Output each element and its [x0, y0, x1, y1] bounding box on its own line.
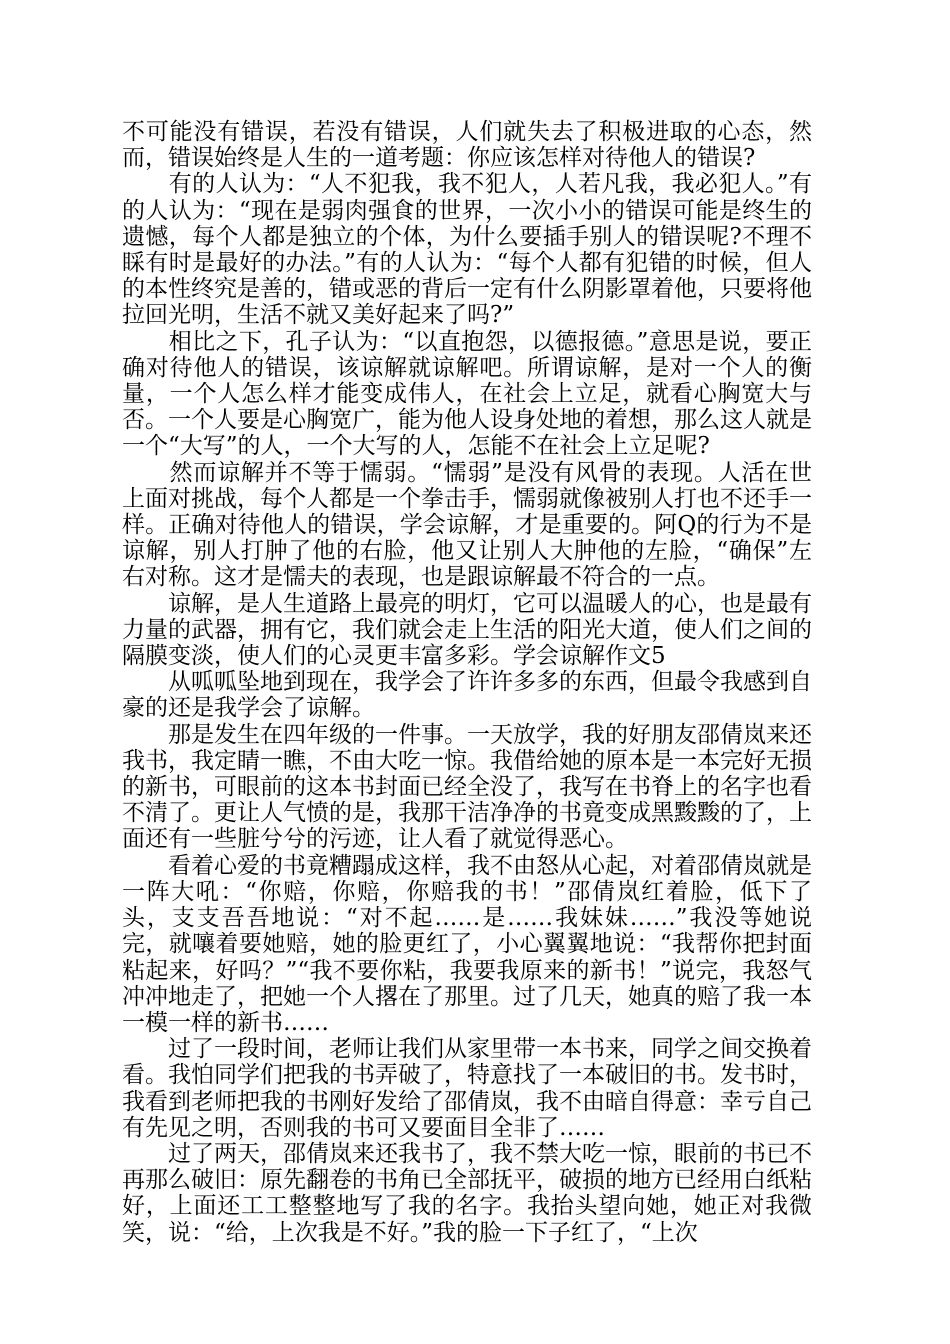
paragraph: 然而谅解并不等于懦弱。“懦弱”是没有风骨的表现。人活在世上面对挑战，每个人都是一个拳击手，懦弱就像被别人打也不还手一样。正确对待他人的错误，学会谅解，才是重要的。阿Q的行为不是谅解，别人打肿了他的右脸，他又让别人大肿他的左脸，“确保”左右对称。这才是懦夫的表现，也是跟谅解最不符合的一点。 [122, 459, 812, 591]
paragraph: 相比之下，孔子认为：“以直抱怨，以德报德。”意思是说，要正确对待他人的错误，该谅解就谅解吧。所谓谅解，是对一个人的衡量，一个人怎么样才能变成伟人，在社会上立足，就看心胸宽大与否。一个人要是心胸宽广，能为他人设身处地的着想，那么这人就是一个“大写”的人，一个大写的人，怎能不在社会上立足呢? [122, 328, 812, 460]
paragraph: 从呱呱坠地到现在，我学会了许许多多的东西，但最令我感到自豪的还是我学会了谅解。 [122, 669, 812, 722]
paragraph: 过了一段时间，老师让我们从家里带一本书来，同学之间交换着看。我怕同学们把我的书弄破了，特意找了一本破旧的书。发书时，我看到老师把我的书刚好发给了邵倩岚，我不由暗自得意：幸亏自己有先见之明，否则我的书可又要面目全非了…… [122, 1036, 812, 1141]
paragraph: 谅解，是人生道路上最亮的明灯，它可以温暖人的心，也是最有力量的武器，拥有它，我们就会走上生活的阳光大道，使人们之间的隔膜变淡，使人们的心灵更丰富多彩。学会谅解作文5 [122, 590, 812, 670]
document-page [122, 119, 812, 1246]
paragraph: 有的人认为：“人不犯我，我不犯人，人若凡我，我必犯人。”有的人认为：“现在是弱肉强食的世界，一次小小的错误可能是终生的遗憾，每个人都是独立的个体，为什么要插手别人的错误呢?不理不睬有时是最好的办法。”有的人认为：“每个人都有犯错的时候，但人的本性终究是善的，错或恶的背后一定有什么阴影罩着他，只要将他拉回光明，生活不就又美好起来了吗?” [122, 171, 812, 329]
paragraph: 那是发生在四年级的一件事。一天放学，我的好朋友邵倩岚来还我书，我定睛一瞧，不由大吃一惊。我借给她的原本是一本完好无损的新书，可眼前的这本书封面已经全没了，我写在书脊上的名字也看不清了。更让人气愤的是，我那干洁净净的书竟变成黑黢黢的了，上面还有一些脏兮兮的污迹，让人看了就觉得恶心。 [122, 721, 812, 853]
paragraph: 看着心爱的书竟糟蹋成这样，我不由怒从心起，对着邵倩岚就是一阵大吼：“你赔，你赔，你赔我的书！”邵倩岚红着脸，低下了头，支支吾吾地说：“对不起……是……我妹妹……”我没等她说完，就嚷着要她赔，她的脸更红了，小心翼翼地说：“我帮你把封面粘起来，好吗？”“我不要你粘，我要我原来的新书！”说完，我怒气冲冲地走了，把她一个人撂在了那里。过了几天，她真的赔了我一本一模一样的新书…… [122, 852, 812, 1036]
paragraph: 过了两天，邵倩岚来还我书了，我不禁大吃一惊，眼前的书已不再那么破旧：原先翻卷的书角已全部抚平，破损的地方已经用白纸粘好，上面还工工整整地写了我的名字。我抬头望向她，她正对我微笑，说：“给，上次我是不好。”我的脸一下子红了，“上次 [122, 1140, 812, 1246]
paragraph: 不可能没有错误，若没有错误，人们就失去了积极进取的心态，然而，错误始终是人生的一道考题：你应该怎样对待他人的错误? [122, 119, 812, 172]
